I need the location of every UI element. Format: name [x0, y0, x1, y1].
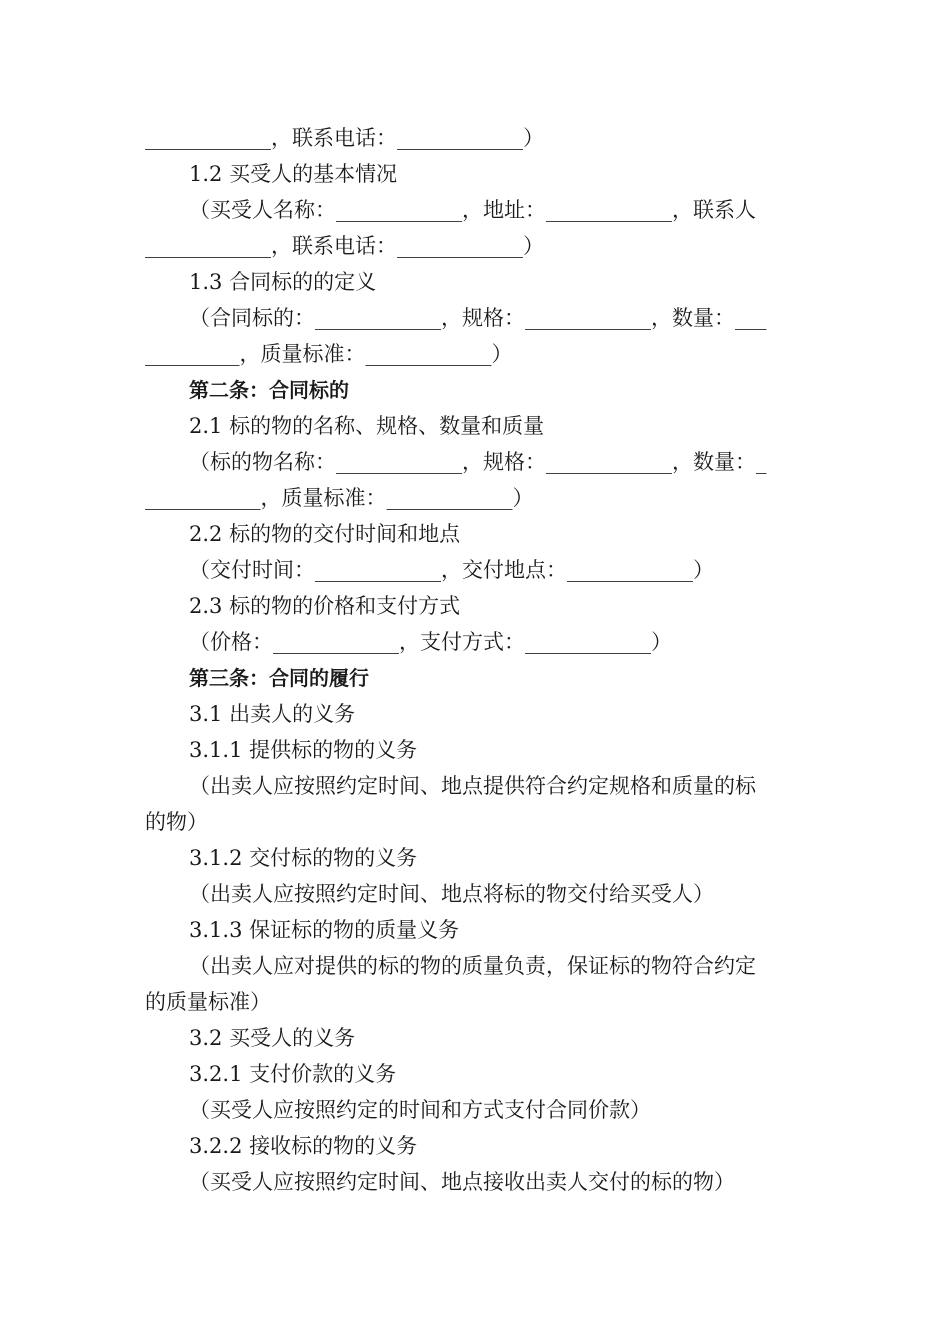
text-line: （出卖人应按照约定时间、地点将标的物交付给买受人）: [189, 882, 714, 906]
text-line: （合同标的：____________，规格：____________，数量：___: [189, 306, 767, 330]
text-line: 3.1.3 保证标的物的质量义务: [189, 918, 460, 942]
text-line: （出卖人应按照约定时间、地点提供符合约定规格和质量的标: [189, 774, 756, 798]
text-line: （买受人名称：____________，地址：____________，联系人: [189, 198, 756, 222]
text-line: 3.2.1 支付价款的义务: [189, 1062, 397, 1086]
text-line: （出卖人应对提供的标的物的质量负责，保证标的物符合约定: [189, 954, 756, 978]
text-line: （买受人应按照约定时间、地点接收出卖人交付的标的物）: [189, 1170, 735, 1194]
section-heading: 第三条：合同的履行: [189, 666, 369, 690]
text-line: 2.3 标的物的价格和支付方式: [189, 594, 461, 618]
text-line: ___________，质量标准：____________）: [145, 486, 534, 510]
text-line: 2.1 标的物的名称、规格、数量和质量: [189, 414, 545, 438]
text-line: 2.2 标的物的交付时间和地点: [189, 522, 461, 546]
text-line: 的质量标准）: [145, 990, 271, 1014]
text-line: （标的物名称：____________，规格：____________，数量：_: [189, 450, 767, 474]
text-line: 3.1 出卖人的义务: [189, 702, 356, 726]
section-heading: 第二条：合同标的: [189, 378, 349, 402]
text-line: 的物）: [145, 810, 208, 834]
text-line: （买受人应按照约定的时间和方式支付合同价款）: [189, 1098, 651, 1122]
text-line: 3.2 买受人的义务: [189, 1026, 356, 1050]
text-line: ____________，联系电话：____________）: [145, 126, 544, 150]
text-line: 3.1.1 提供标的物的义务: [189, 738, 418, 762]
text-line: （交付时间：____________，交付地点：____________）: [189, 558, 714, 582]
text-line: ____________，联系电话：____________）: [145, 234, 544, 258]
text-line: 1.3 合同标的的定义: [189, 270, 377, 294]
text-line: 1.2 买受人的基本情况: [189, 162, 398, 186]
text-line: （价格：____________，支付方式：____________）: [189, 630, 672, 654]
text-line: 3.2.2 接收标的物的义务: [189, 1134, 418, 1158]
text-line: _________，质量标准：____________）: [145, 342, 513, 366]
text-line: 3.1.2 交付标的物的义务: [189, 846, 418, 870]
